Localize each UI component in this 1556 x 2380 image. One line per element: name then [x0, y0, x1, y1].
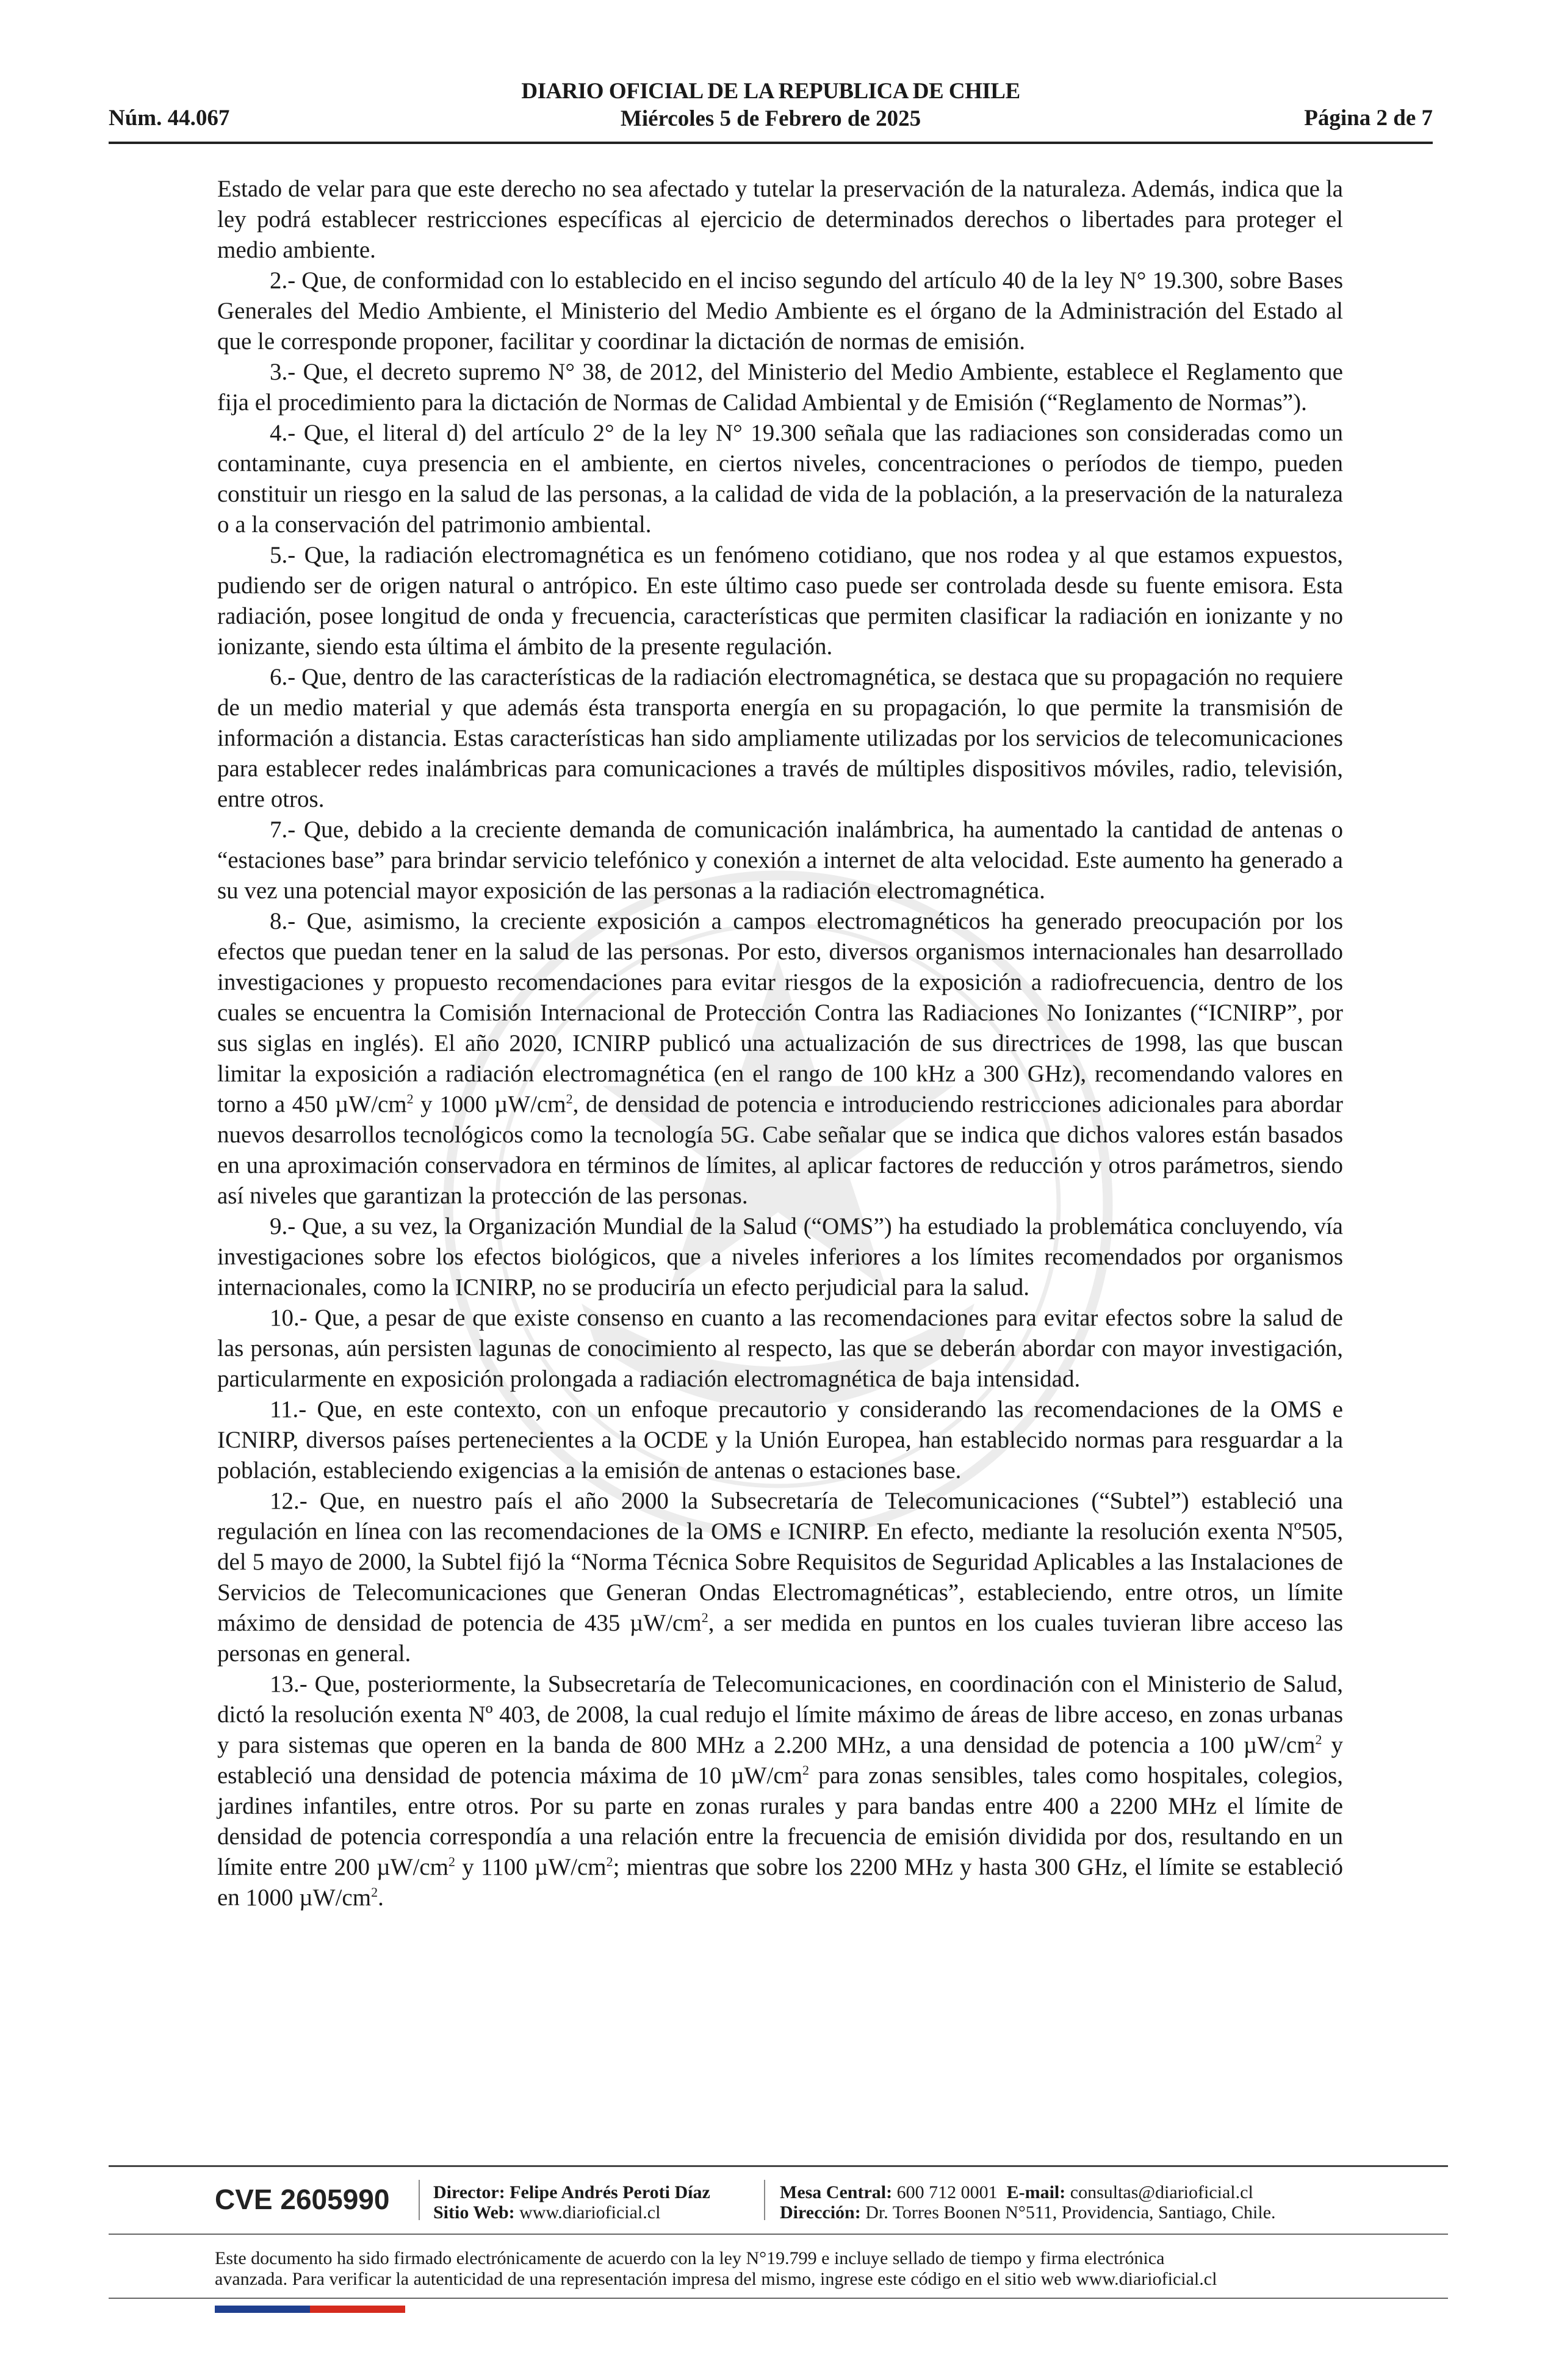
issue-number: Núm. 44.067	[109, 106, 230, 131]
director-label: Director:	[433, 2182, 505, 2202]
superscript: 2	[371, 1884, 378, 1900]
paragraph-13-part: ; mientras que sobre los 2200 MHz y hasta 300 GHz, el límite se estableció en 1000 µW/cm	[217, 1854, 1343, 1911]
paragraph-2: 2.- Que, de conformidad con lo establecido en el inciso segundo del artículo 40 de la ley N° 19.300, sobre Bases Generales del Medio Ambiente, el Ministerio del Medio Ambiente es el órgano de la Administración del Estado al que le corresponde proponer, facilitar y coordinar la dictación de normas de emisión.	[217, 267, 1343, 355]
director-line	[433, 2182, 710, 2202]
paragraph-3: 3.- Que, el decreto supremo N° 38, de 2012, del Ministerio del Medio Ambiente, establece el Reglamento que fija el procedimiento para la dictación de Normas de Calidad Ambiental y de Emisión (“Reglamento de Normas”).	[217, 359, 1343, 416]
flag-red-segment	[310, 2306, 405, 2313]
header-divider	[109, 142, 1433, 144]
mesa-phone: 600 712 0001	[896, 2182, 998, 2202]
paragraph-13-part: para zonas sensibles, tales como hospitales, colegios, jardines infantiles, entre otros. Por su parte en zonas rurales y para bandas entre 400 a 2200 MHz el límite de densidad de potencia correspondía a una relación entre la frecuencia de emisión dividida por dos, resultando en un límite entre 200 µW/cm	[217, 1762, 1343, 1880]
flag-stripe	[215, 2306, 405, 2313]
flag-blue-segment	[215, 2306, 310, 2313]
footer-divider-top	[109, 2165, 1448, 2167]
paragraph-8	[217, 906, 1343, 1211]
paragraph-13-part: y estableció una densidad de potencia máxima de 10 µW/cm	[217, 1732, 1344, 1789]
superscript: 2	[448, 1854, 455, 1869]
paragraph-12-part: 12.- Que, en nuestro país el año 2000 la Subsecretaría de Telecomunicaciones (“Subtel”) estableció una regulación en línea con las recomendaciones de la OMS e ICNIRP. En efecto, mediante la resolución exenta Nº505, del 5 mayo de 2000, la Subtel fijó la “Norma Técnica Sobre Requisitos de Seguridad Aplicables a las Instalaciones de Servicios de Telecomunicaciones que Generan Ondas Electromagnéticas”, estableciendo, entre otros, un límite máximo de densidad de potencia de 435 µW/cm	[217, 1488, 1343, 1636]
superscript: 2	[802, 1762, 809, 1778]
paragraph-13-part: .	[378, 1884, 384, 1911]
cve-code: CVE 2605990	[215, 2183, 390, 2215]
paragraph-11: 11.- Que, en este contexto, con un enfoque precautorio y considerando las recomendaciones de la OMS e ICNIRP, diversos países pertenecientes a la OCDE y la Unión Europea, han establecido normas para resguardar a la población, estableciendo exigencias a la emisión de antenas o estaciones base.	[217, 1396, 1343, 1484]
paragraph-8-part: 8.- Que, asimismo, la creciente exposición a campos electromagnéticos ha generado preocupación por los efectos que puedan tener en la salud de las personas. Por esto, diversos organismos internacionales han desarrollado investigaciones y propuesto recomendaciones para evitar riesgos de la exposición a radiofrecuencia, dentro de los cuales se encuentra la Comisión Internacional de Protección Contra las Radiaciones No Ionizantes (“ICNIRP”, por sus siglas en inglés). El año 2020, ICNIRP publicó una actualización de sus directrices de 1998, las que buscan limitar la exposición a radiación electromagnética (en el rango de 100 kHz a 300 GHz), recomendando valores en torno a 450 µW/cm	[217, 908, 1343, 1117]
paragraph-6: 6.- Que, dentro de las características de la radiación electromagnética, se destaca que su propagación no requiere de un medio material y que además ésta transporta energía en su propagación, lo que permite la transmisión de información a distancia. Estas características han sido ampliamente utilizadas por los servicios de telecomunicaciones para establecer redes inalámbricas para comunicaciones a través de múltiples dispositivos móviles, radio, televisión, entre otros.	[217, 664, 1343, 812]
director-name: Felipe Andrés Peroti Díaz	[510, 2182, 710, 2202]
legal-line-1: Este documento ha sido firmado electrónicamente de acuerdo con la ley N°19.799 e incluye sellado de tiempo y firma electrónica	[215, 2248, 1165, 2268]
superscript: 2	[406, 1091, 414, 1106]
paragraph-12-part: , a ser medida en puntos en los cuales tuvieran libre acceso las personas en general.	[217, 1610, 1343, 1667]
publication-title: DIARIO OFICIAL DE LA REPUBLICA DE CHILE	[521, 79, 1020, 104]
paragraph-10: 10.- Que, a pesar de que existe consenso en cuanto a las recomendaciones para evitar efectos sobre la salud de las personas, aún persisten lagunas de conocimiento al respecto, las que se deberán abordar con mayor investigación, particularmente en exposición prolongada a radiación electromagnética de baja intensidad.	[217, 1305, 1343, 1392]
paragraph-13-part: y 1100 µW/cm	[455, 1854, 607, 1880]
paragraph-13	[217, 1669, 1343, 1913]
footer-contact-block	[780, 2182, 1276, 2223]
page-number: Página 2 de 7	[1304, 106, 1433, 131]
paragraph-8-part: y 1000 µW/cm	[413, 1091, 566, 1117]
superscript: 2	[606, 1854, 613, 1869]
address-line	[780, 2202, 1276, 2223]
legal-line-2: avanzada. Para verificar la autenticidad de una representación impresa del mismo, ingrese este código en el sitio web www.diarioficial.cl	[215, 2269, 1217, 2289]
footer-divider-bottom	[109, 2298, 1448, 2299]
footer-separator	[764, 2180, 765, 2220]
website-label: Sitio Web:	[433, 2202, 515, 2223]
footer-separator	[419, 2180, 420, 2220]
website-line	[433, 2202, 710, 2223]
document-body	[217, 174, 1343, 1913]
superscript: 2	[566, 1091, 573, 1106]
header-center	[109, 78, 1433, 132]
legal-notice	[215, 2248, 1374, 2290]
page-header	[109, 78, 1433, 145]
superscript: 2	[1315, 1732, 1322, 1747]
phone-email-line	[780, 2182, 1276, 2202]
email-label: E-mail:	[1006, 2182, 1066, 2202]
footer-director-block	[433, 2182, 710, 2223]
paragraph-4: 4.- Que, el literal d) del artículo 2° de la ley N° 19.300 señala que las radiaciones son consideradas como un contaminante, cuya presencia en el ambiente, en ciertos niveles, concentraciones o períodos de tiempo, pueden constituir un riesgo en la salud de las personas, a la calidad de vida de la población, a la preservación de la naturaleza o a la conservación del patrimonio ambiental.	[217, 420, 1343, 538]
email-link[interactable]: consultas@diarioficial.cl	[1070, 2182, 1253, 2202]
paragraph-intro: Estado de velar para que este derecho no sea afectado y tutelar la preservación de la naturaleza. Además, indica que la ley podrá establecer restricciones específicas al ejercicio de determinados derechos o libertades para proteger el medio ambiente.	[217, 176, 1343, 263]
paragraph-7: 7.- Que, debido a la creciente demanda de comunicación inalámbrica, ha aumentado la cantidad de antenas o “estaciones base” para brindar servicio telefónico y conexión a internet de alta velocidad. Este aumento ha generado a su vez una potencial mayor exposición de las personas a la radiación electromagnética.	[217, 817, 1343, 904]
address-label: Dirección:	[780, 2202, 861, 2223]
paragraph-9: 9.- Que, a su vez, la Organización Mundial de la Salud (“OMS”) ha estudiado la problemática concluyendo, vía investigaciones sobre los efectos biológicos, que a niveles inferiores a los límites recomendados por organismos internacionales, como la ICNIRP, no se produciría un efecto perjudicial para la salud.	[217, 1213, 1343, 1300]
footer-divider-middle	[109, 2234, 1448, 2235]
website-link[interactable]: www.diarioficial.cl	[519, 2202, 661, 2223]
paragraph-13-part: 13.- Que, posteriormente, la Subsecretaría de Telecomunicaciones, en coordinación con el Ministerio de Salud, dictó la resolución exenta Nº 403, de 2008, la cual redujo el límite máximo de áreas de libre acceso, en zonas urbanas y para sistemas que operen en la banda de 800 MHz a 2.200 MHz, a una densidad de potencia a 100 µW/cm	[217, 1671, 1343, 1758]
paragraph-12	[217, 1486, 1343, 1669]
address-value: Dr. Torres Boonen N°511, Providencia, Santiago, Chile.	[865, 2202, 1276, 2223]
superscript: 2	[701, 1610, 708, 1625]
paragraph-8-part: , de densidad de potencia e introduciendo restricciones adicionales para abordar nuevos desarrollos tecnológicos como la tecnología 5G. Cabe señalar que se indica que dichos valores están basados en una aproximación conservadora en términos de límites, al aplicar factores de reducción y otros parámetros, siendo así niveles que garantizan la protección de las personas.	[217, 1091, 1343, 1209]
paragraph-5: 5.- Que, la radiación electromagnética es un fenómeno cotidiano, que nos rodea y al que estamos expuestos, pudiendo ser de origen natural o antrópico. En este último caso puede ser controlada desde su fuente emisora. Esta radiación, posee longitud de onda y frecuencia, características que permiten clasificar la radiación en ionizante y no ionizante, siendo esta última el ámbito de la presente regulación.	[217, 542, 1343, 660]
mesa-label: Mesa Central:	[780, 2182, 893, 2202]
publication-date: Miércoles 5 de Febrero de 2025	[620, 106, 921, 131]
